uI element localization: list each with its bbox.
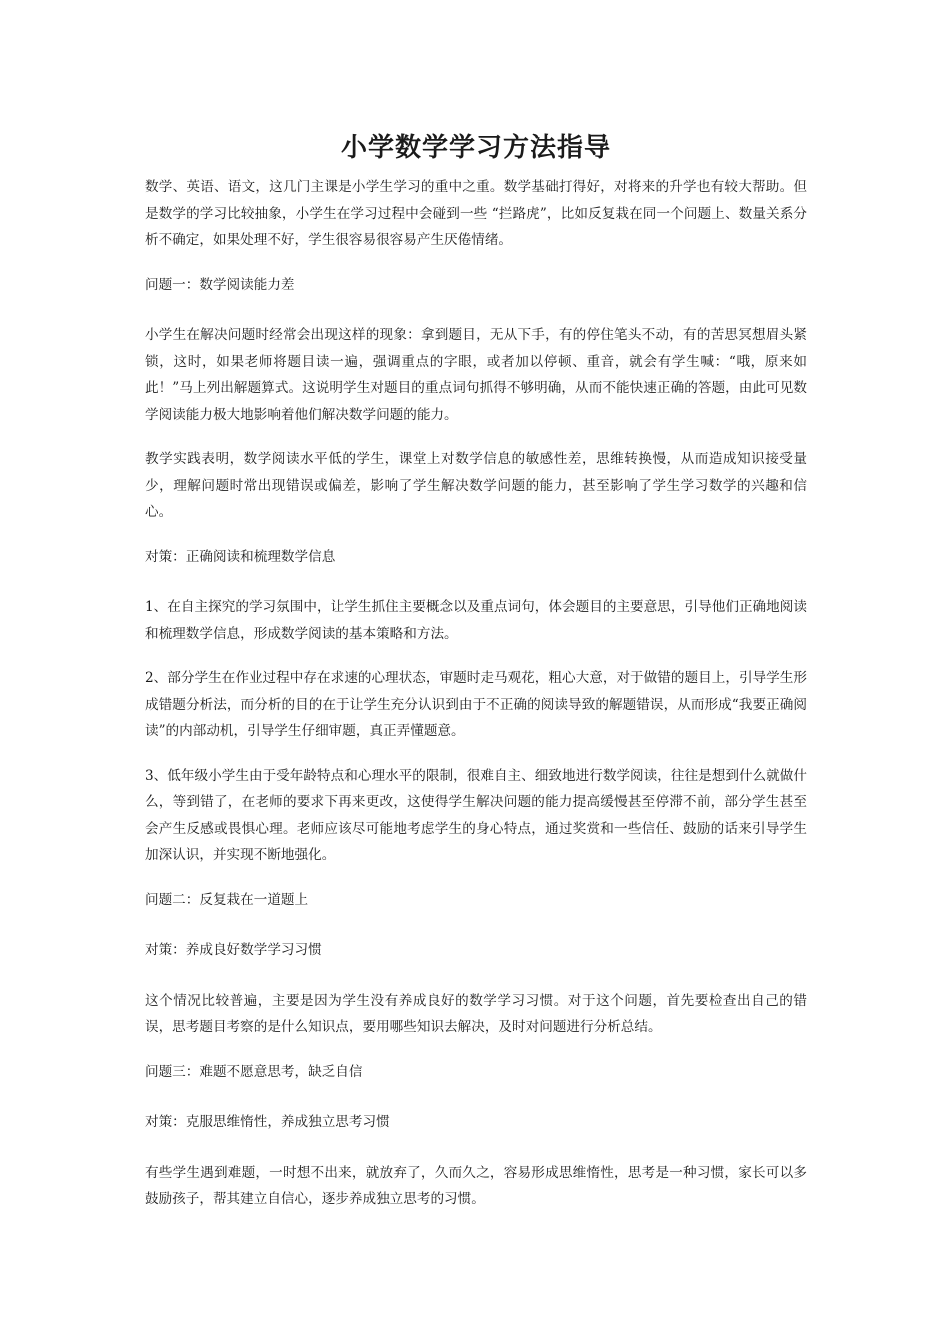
document-page xyxy=(145,128,807,1231)
problem-1-heading: 问题一：数学阅读能力差 xyxy=(145,276,295,293)
strategy-1-item-3: 3、低年级小学生由于受年龄特点和心理水平的限制，很难自主、细致地进行数学阅读，往往是想到什么就做什么，等到错了，在老师的要求下再来更改，这使得学生解决问题的能力提高缓慢甚至停滞不前，部分学生甚至会产生反感或畏惧心理。老师应该尽可能地考虑学生的身心特点，通过奖赏和一些信任、鼓励的话来引导学生加深认识，并实现不断地强化。 xyxy=(145,767,807,863)
intro-paragraph: 数学、英语、语文，这几门主课是小学生学习的重中之重。数学基础打得好，对将来的升学也有较大帮助。但是数学的学习比较抽象，小学生在学习过程中会碰到一些 “拦路虎”，比如反复栽在同一个问题上、数量关系分析不确定，如果处理不好，学生很容易很容易产生厌倦情绪。 xyxy=(145,179,807,248)
strategy-3-heading: 对策：克服思维惰性，养成独立思考习惯 xyxy=(145,1114,390,1130)
strategy-2-heading: 对策：养成良好数学学习习惯 xyxy=(145,942,322,958)
strategy-3-paragraph: 有些学生遇到难题，一时想不出来，就放弃了，久而久之，容易形成思维惰性，思考是一种习惯，家长可以多鼓励孩子，帮其建立自信心，逐步养成独立思考的习惯。 xyxy=(145,1164,807,1207)
problem-3-heading: 问题三：难题不愿意思考，缺乏自信 xyxy=(145,1063,363,1080)
problem-1-practice-paragraph: 教学实践表明，数学阅读水平低的学生，课堂上对数学信息的敏感性差，思维转换慢，从而造成知识接受量少，理解问题时常出现错误或偏差，影响了学生解决数学问题的能力，甚至影响了学生学习数学的兴趣和信心。 xyxy=(145,451,807,520)
strategy-2-paragraph: 这个情况比较普遍，主要是因为学生没有养成良好的数学学习习惯。对于这个问题，首先要检查出自己的错误，思考题目考察的是什么知识点，要用哪些知识去解决，及时对问题进行分析总结。 xyxy=(145,992,807,1035)
strategy-1-item-2: 2、部分学生在作业过程中存在求速的心理状态，审题时走马观花，粗心大意，对于做错的题目上，引导学生形成错题分析法，而分析的目的在于让学生充分认识到由于不正确的阅读导致的解题错误，从而形成“我要正确阅读”的内部动机，引导学生仔细审题，真正弄懂题意。 xyxy=(145,670,807,739)
strategy-1-item-1: 1、在自主探究的学习氛围中，让学生抓住主要概念以及重点词句，体会题目的主要意思，引导他们正确地阅读和梳理数学信息，形成数学阅读的基本策略和方法。 xyxy=(145,599,807,642)
document-title: 小学数学学习方法指导 xyxy=(340,133,611,163)
strategy-1-heading: 对策：正确阅读和梳理数学信息 xyxy=(145,548,336,565)
problem-1-paragraph: 小学生在解决问题时经常会出现这样的现象：拿到题目，无从下手，有的停住笔头不动，有的苦思冥想眉头紧锁，这时，如果老师将题目读一遍，强调重点的字眼，或者加以停顿、重音，就会有学生喊：“哦，原来如此！”马上列出解题算式。这说明学生对题目的重点词句抓得不够明确，从而不能快速正确的答题，由此可见数学阅读能力极大地影响着他们解决数学问题的能力。 xyxy=(145,327,807,423)
problem-2-heading: 问题二：反复栽在一道题上 xyxy=(145,891,309,908)
